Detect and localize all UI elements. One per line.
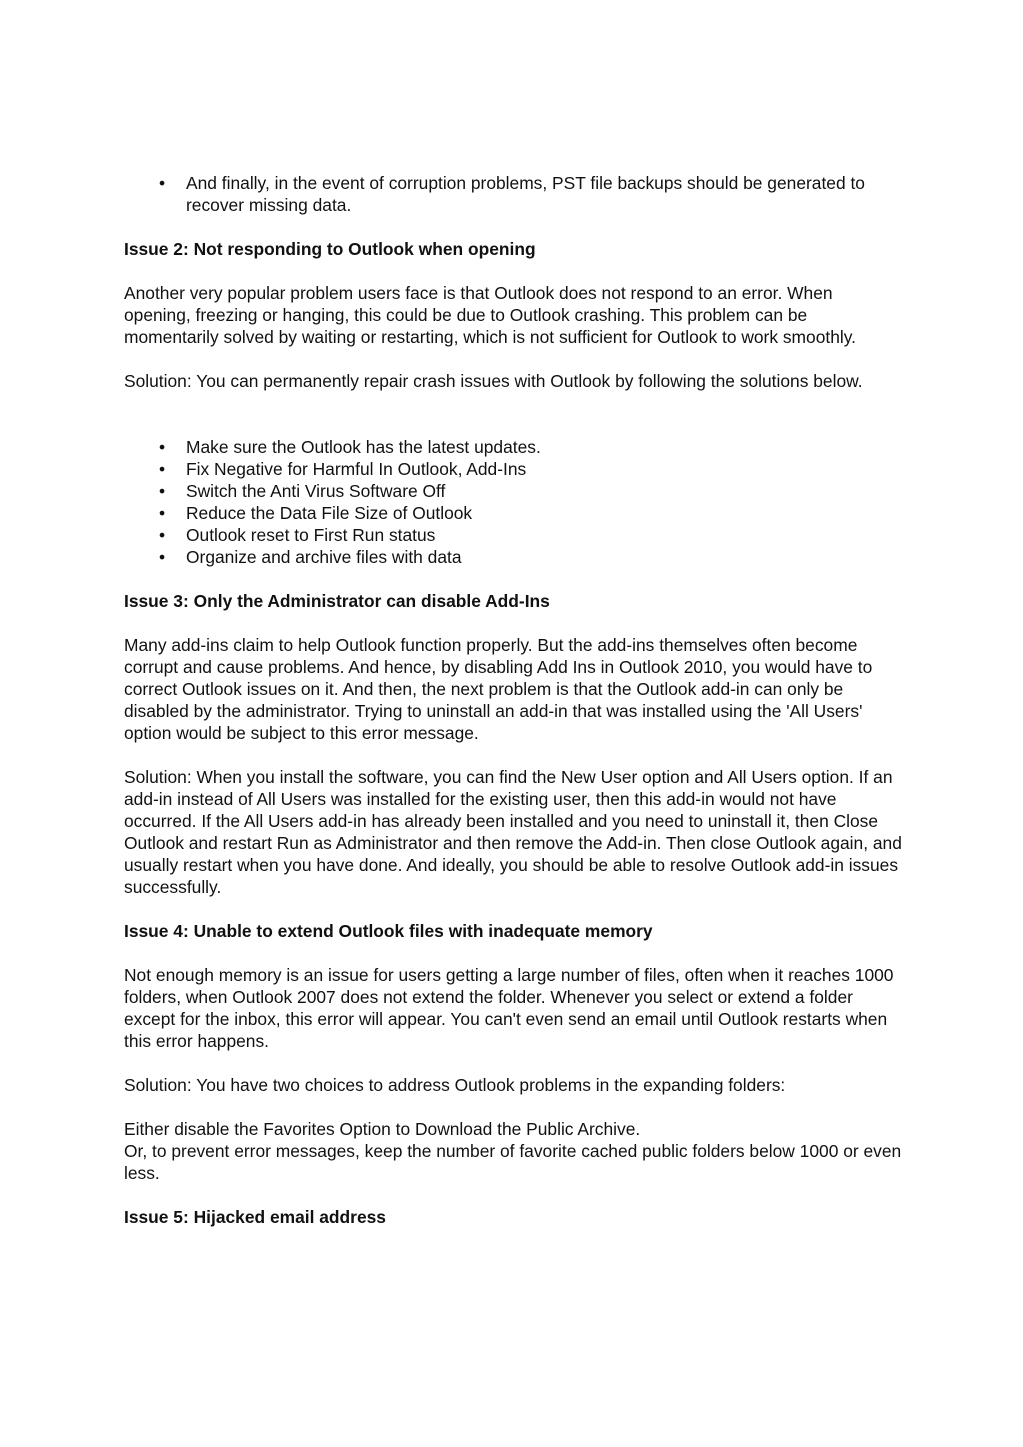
list-item bbox=[124, 480, 904, 502]
list-item-text: Outlook reset to First Run status bbox=[186, 525, 436, 545]
bullet-icon: • bbox=[158, 503, 166, 523]
issue3-solution: Solution: When you install the software, you can find the New User option and All Users option. If an add-in instead of All Users was installed for the existing user, then this add-in would not have occurred. If the All Users add-in has already been installed and you need to uninstall it, then Close Outlook and restart Run as Administrator and then remove the Add-in. Then close Outlook again, and usually restart when you have done. And ideally, you should be able to resolve Outlook add-in issues successfully. bbox=[124, 767, 902, 897]
bullet-icon: • bbox=[158, 481, 166, 501]
list-item-text: And finally, in the event of corruption problems, PST file backups should be generated to recover missing data. bbox=[186, 173, 865, 215]
list-item bbox=[124, 458, 904, 480]
list-item-text: Reduce the Data File Size of Outlook bbox=[186, 503, 473, 523]
issue3-heading: Issue 3: Only the Administrator can disable Add-Ins bbox=[124, 591, 550, 611]
bullet-icon: • bbox=[158, 173, 166, 193]
list-item bbox=[124, 172, 904, 216]
list-item bbox=[124, 436, 904, 458]
spacer bbox=[124, 414, 904, 436]
list-item-text: Organize and archive files with data bbox=[186, 547, 462, 567]
issue4-solution: Solution: You have two choices to address Outlook problems in the expanding folders: bbox=[124, 1075, 786, 1095]
issue4-heading: Issue 4: Unable to extend Outlook files with inadequate memory bbox=[124, 921, 653, 941]
bullet-icon: • bbox=[158, 459, 166, 479]
issue2-paragraph: Another very popular problem users face is that Outlook does not respond to an error. When opening, freezing or hanging, this could be due to Outlook crashing. This problem can be momentarily solved by waiting or restarting, which is not sufficient for Outlook to work smoothly. bbox=[124, 283, 856, 347]
bullet-icon: • bbox=[158, 547, 166, 567]
issue4-paragraph: Not enough memory is an issue for users getting a large number of files, often when it reaches 1000 folders, when Outlook 2007 does not extend the folder. Whenever you select or extend a folder except for the inbox, this error will appear. You can't even send an email until Outlook restarts when this error happens. bbox=[124, 965, 894, 1051]
list-item bbox=[124, 546, 904, 568]
issue2-solution-list bbox=[124, 436, 904, 568]
issue2-solution: Solution: You can permanently repair crash issues with Outlook by following the solutions below. bbox=[124, 371, 863, 391]
list-item-text: Make sure the Outlook has the latest updates. bbox=[186, 437, 541, 457]
list-item-text: Fix Negative for Harmful In Outlook, Add-Ins bbox=[186, 459, 527, 479]
issue3-paragraph: Many add-ins claim to help Outlook function properly. But the add-ins themselves often become corrupt and cause problems. And hence, by disabling Add Ins in Outlook 2010, you would have to correct Outlook issues on it. And then, the next problem is that the Outlook add-in can only be disabled by the administrator. Trying to uninstall an add-in that was installed using the 'All Users' option would be subject to this error message. bbox=[124, 635, 873, 743]
bullet-icon: • bbox=[158, 437, 166, 457]
document-page bbox=[124, 172, 904, 1250]
issue2-heading: Issue 2: Not responding to Outlook when opening bbox=[124, 239, 536, 259]
issue4-option-1: Either disable the Favorites Option to Download the Public Archive. bbox=[124, 1119, 641, 1139]
issue4-option-2: Or, to prevent error messages, keep the number of favorite cached public folders below 1000 or even less. bbox=[124, 1141, 902, 1183]
issue5-heading: Issue 5: Hijacked email address bbox=[124, 1207, 386, 1227]
bullet-icon: • bbox=[158, 525, 166, 545]
list-item bbox=[124, 502, 904, 524]
intro-bullet-list bbox=[124, 172, 904, 216]
list-item-text: Switch the Anti Virus Software Off bbox=[186, 481, 446, 501]
list-item bbox=[124, 524, 904, 546]
